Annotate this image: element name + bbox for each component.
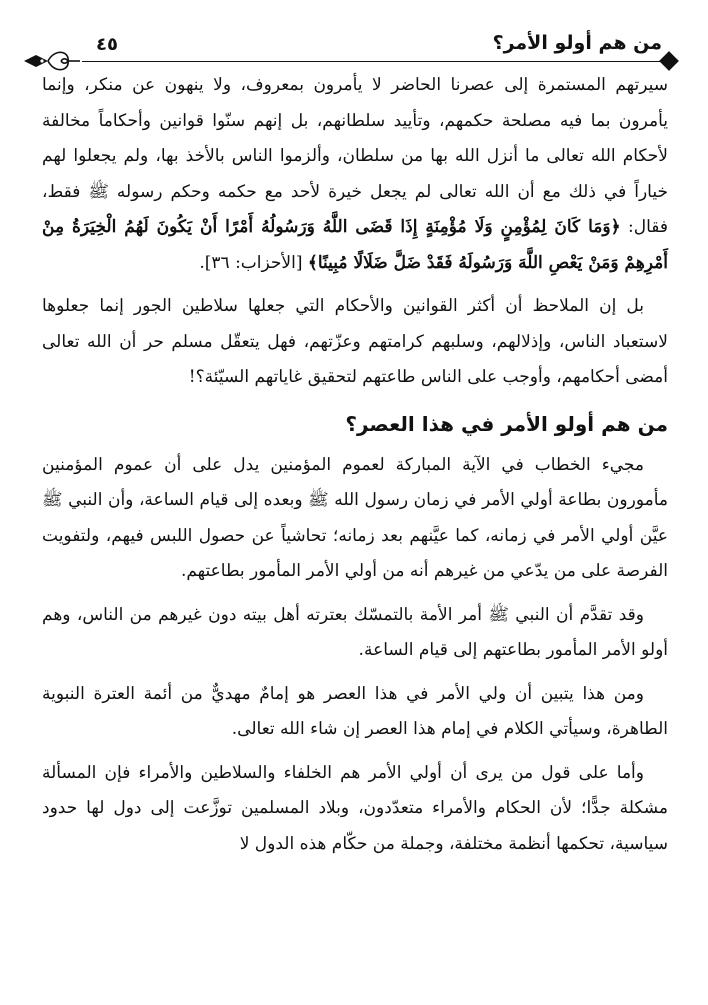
quran-verse: ﴿وَمَا كَانَ لِمُؤْمِنٍ وَلَا مُؤْمِنَةٍ إِذَا قَضَى اللَّهُ وَرَسُولُهُ أَمْرًا أَنْ يَكُونَ لَهُمُ الْخِيَرَةُ مِنْ أَمْرِهِمْ وَمَنْ يَعْصِ اللَّهَ وَرَسُولَهُ فَقَدْ ضَلَّ ضَلَالًا مُبِينًا﴾ (42, 217, 668, 273)
paragraph: بل إن الملاحظ أن أكثر القوانين والأحكام التي جعلها سلاطين الجور إنما جعلوها لاستعباد الناس، وإذلالهم، وسلبهم كرامتهم وعزّتهم، فهل يتعقّل مسلم حر أن الله تعالى أمضى أحكامهم، وأوجب على الناس طاعتهم لتحقيق غاياتهم السيّئة؟! (42, 296, 668, 387)
header-rule (82, 61, 668, 62)
paragraph: وقد تقدَّم أن النبي ﷺ أمر الأمة بالتمسّك بعترته أهل بيته دون غيرهم من الناس، وهم أولو الأمر المأمور بطاعتهم إلى قيام الساعة. (42, 604, 668, 660)
paragraph: ومن هذا يتبين أن ولي الأمر في هذا العصر هو إمامٌ مهديٌّ من أئمة العترة النبوية الطاهرة، وسيأتي الكلام في إمام هذا العصر إن شاء الله تعالى. (42, 683, 668, 739)
paragraph-text: سيرتهم المستمرة إلى عصرنا الحاضر لا يأمرون بمعروف، ولا ينهون عن منكر، وإنما يأمرون بما فيه مصلحة حكمهم، وتأييد سلطانهم، بل إنهم سنّوا قوانين وأحكاماً مخالفة لأحكام الله تعالى ما أنزل الله بها من سلطان، وألزموا الناس بالأخذ بها، ولم يجعلوا لهم خياراً في ذلك مع أن الله تعالى لم يجعل خيرة لأحد مع حكمه وحكم رسوله ﷺ فقط، فقال: (42, 75, 669, 237)
paragraph: وأما على قول من يرى أن أولي الأمر هم الخلفاء والسلاطين والأمراء فإن المسألة مشكلة جدًّا؛ لأن الحكام والأمراء متعدّدون، وبلاد المسلمين توزَّعت إلى دول لها حدود سياسية، تحكمها أنظمة مختلفة، وجملة من حكّام هذه الدول لا (42, 762, 668, 854)
section-heading: من هم أولو الأمر في هذا العصر؟ (345, 411, 668, 436)
page-number: ٤٥ (96, 34, 118, 55)
running-title: من هم أولو الأمر؟ (492, 32, 662, 54)
page-body (42, 68, 668, 870)
paragraph (42, 68, 668, 281)
page-header (22, 22, 688, 66)
paragraph: مجيء الخطاب في الآية المباركة لعموم المؤمنين يدل على أن عموم المؤمنين مأمورون بطاعة أولي الأمر في زمان رسول الله ﷺ وبعده إلى قيام الساعة، وأن النبي ﷺ عيَّن أولي الأمر في زمانه، كما عيَّنهم بعد زمانه؛ تحاشياً عن حصول اللبس فيهم، ولتفويت الفرصة على من يدّعي من غيرهم أنه من أولي الأمر المأمور بطاعتهم. (42, 454, 668, 581)
verse-citation: [الأحزاب: ٣٦]. (199, 252, 303, 273)
